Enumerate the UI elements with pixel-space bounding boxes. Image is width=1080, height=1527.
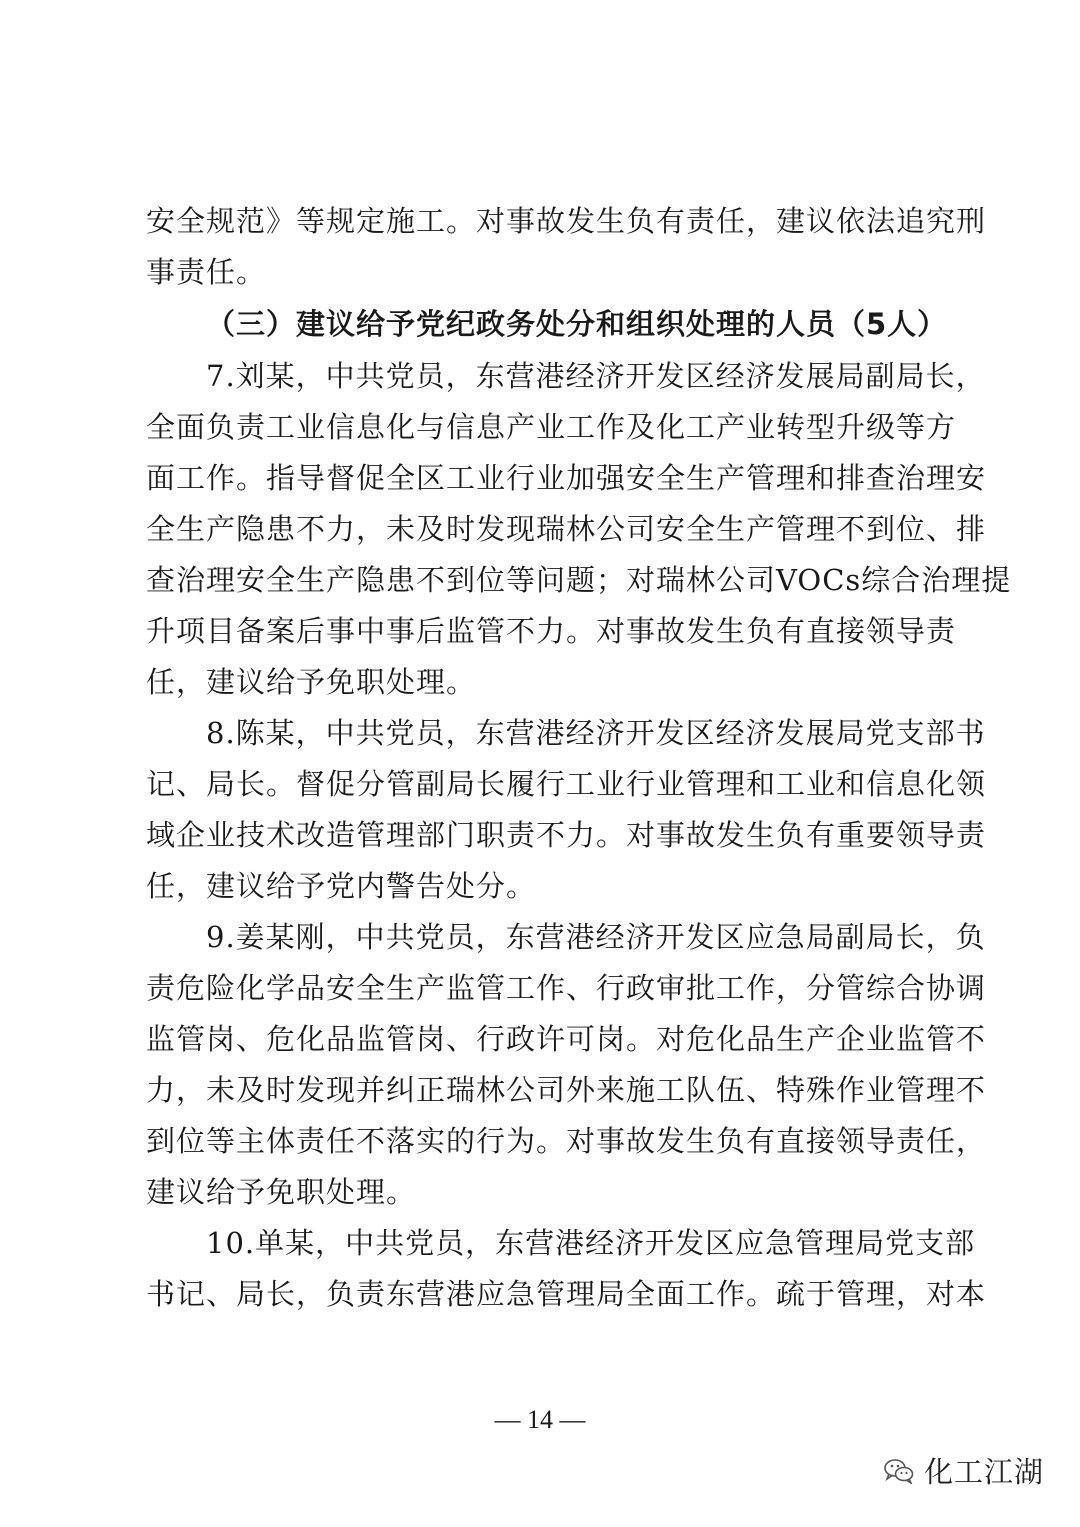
document-body: [146, 196, 1012, 1320]
wechat-icon: [884, 1458, 914, 1484]
paragraph-line: 10.单某，中共党员，东营港经济开发区应急管理局党支部: [206, 1226, 976, 1260]
paragraph-line: 升项目备案后事中事后监管不力。对事故发生负有直接领导责: [146, 614, 957, 648]
paragraph-line: 到位等主体责任不落实的行为。对事故发生负有直接领导责任，: [146, 1124, 987, 1158]
paragraph-line: 建议给予免职处理。: [146, 1175, 417, 1209]
paragraph-line: 任，建议给予免职处理。: [146, 665, 477, 699]
watermark-text: 化工江湖: [923, 1455, 1044, 1489]
paragraph-line: 9.姜某刚，中共党员，东营港经济开发区应急局副局长，负: [206, 920, 986, 954]
paragraph-line: 安全规范》等规定施工。对事故发生负有责任，建议依法追究刑: [146, 204, 987, 238]
paragraph-line: 力，未及时发现并纠正瑞林公司外来施工队伍、特殊作业管理不: [146, 1073, 987, 1107]
paragraph-line: 事责任。: [146, 255, 267, 289]
paragraph-line: 任，建议给予党内警告处分。: [146, 869, 537, 903]
page-number: — 14 —: [494, 1405, 586, 1434]
paragraph-line: 面工作。指导督促全区工业行业加强安全生产管理和排查治理安: [146, 461, 987, 495]
paragraph-line: 8.陈某，中共党员，东营港经济开发区经济发展局党支部书: [206, 716, 986, 750]
paragraph-line: 记、局长。督促分管副局长履行工业行业管理和工业和信息化领: [146, 767, 987, 801]
paragraph-line: 监管岗、危化品监管岗、行政许可岗。对危化品生产企业监管不: [146, 1022, 987, 1056]
paragraph-line: 查治理安全生产隐患不到位等问题；对瑞林公司VOCs综合治理提: [146, 563, 1012, 597]
paragraph-line: 7.刘某，中共党员，东营港经济开发区经济发展局副局长，: [206, 359, 986, 393]
paragraph-line: 全生产隐患不力，未及时发现瑞林公司安全生产管理不到位、排: [146, 512, 987, 546]
paragraph-line: 书记、局长，负责东营港应急管理局全面工作。疏于管理，对本: [146, 1277, 987, 1311]
paragraph-line: 域企业技术改造管理部门职责不力。对事故发生负有重要领导责: [146, 818, 987, 852]
section-heading: （三）建议给予党纪政务处分和组织处理的人员（5人）: [206, 307, 948, 341]
paragraph-line: 全面负责工业信息化与信息产业工作及化工产业转型升级等方: [146, 410, 957, 444]
watermark: [884, 1450, 1044, 1491]
paragraph-line: 责危险化学品安全生产监管工作、行政审批工作，分管综合协调: [146, 971, 987, 1005]
